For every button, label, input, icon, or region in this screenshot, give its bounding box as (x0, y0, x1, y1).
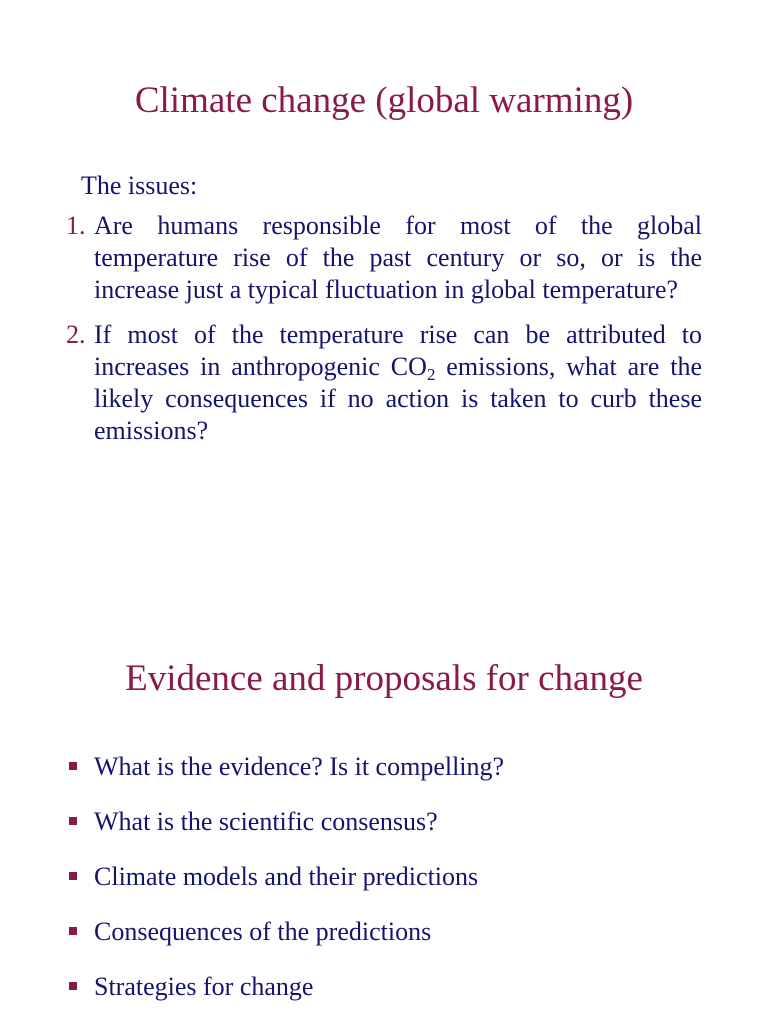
list-item (66, 970, 726, 1025)
list-item (66, 805, 726, 860)
list-item-text: Strategies for change (94, 972, 314, 1001)
slide-evidence-proposals (0, 600, 768, 1024)
list-item-text: Are humans responsible for most of the global temperature rise of the past century or so, or is the increase just a typical fluctuation in global temperature? (94, 211, 702, 304)
square-bullet-icon (69, 872, 77, 880)
list-item (66, 210, 702, 306)
list-number: 1. (66, 211, 86, 240)
list-item-text-part: emissions, what are the likely consequences if no action is taken to curb these emissions? (94, 352, 702, 445)
topics-list (66, 750, 726, 1025)
list-item (66, 860, 726, 915)
slide-title: Evidence and proposals for change (125, 658, 643, 699)
list-item (66, 750, 726, 805)
list-item-text: Consequences of the predictions (94, 917, 432, 946)
square-bullet-icon (69, 762, 77, 770)
list-number: 2. (66, 320, 86, 349)
list-item-text-part: If most of the temperature rise can be attributed to increases in anthropogenic CO (94, 320, 702, 381)
square-bullet-icon (69, 927, 77, 935)
square-bullet-icon (69, 817, 77, 825)
list-item-text: What is the scientific consensus? (94, 807, 438, 836)
square-bullet-icon (69, 982, 77, 990)
list-item (66, 319, 702, 447)
slide-title: Climate change (global warming) (134, 80, 634, 121)
list-item-text: Climate models and their predictions (94, 862, 479, 891)
co2-subscript: 2 (426, 365, 436, 384)
list-item-text (94, 320, 702, 445)
issues-list (66, 210, 702, 447)
intro-text: The issues: (81, 171, 198, 200)
list-item-text: What is the evidence? Is it compelling? (94, 752, 505, 781)
list-item (66, 915, 726, 970)
